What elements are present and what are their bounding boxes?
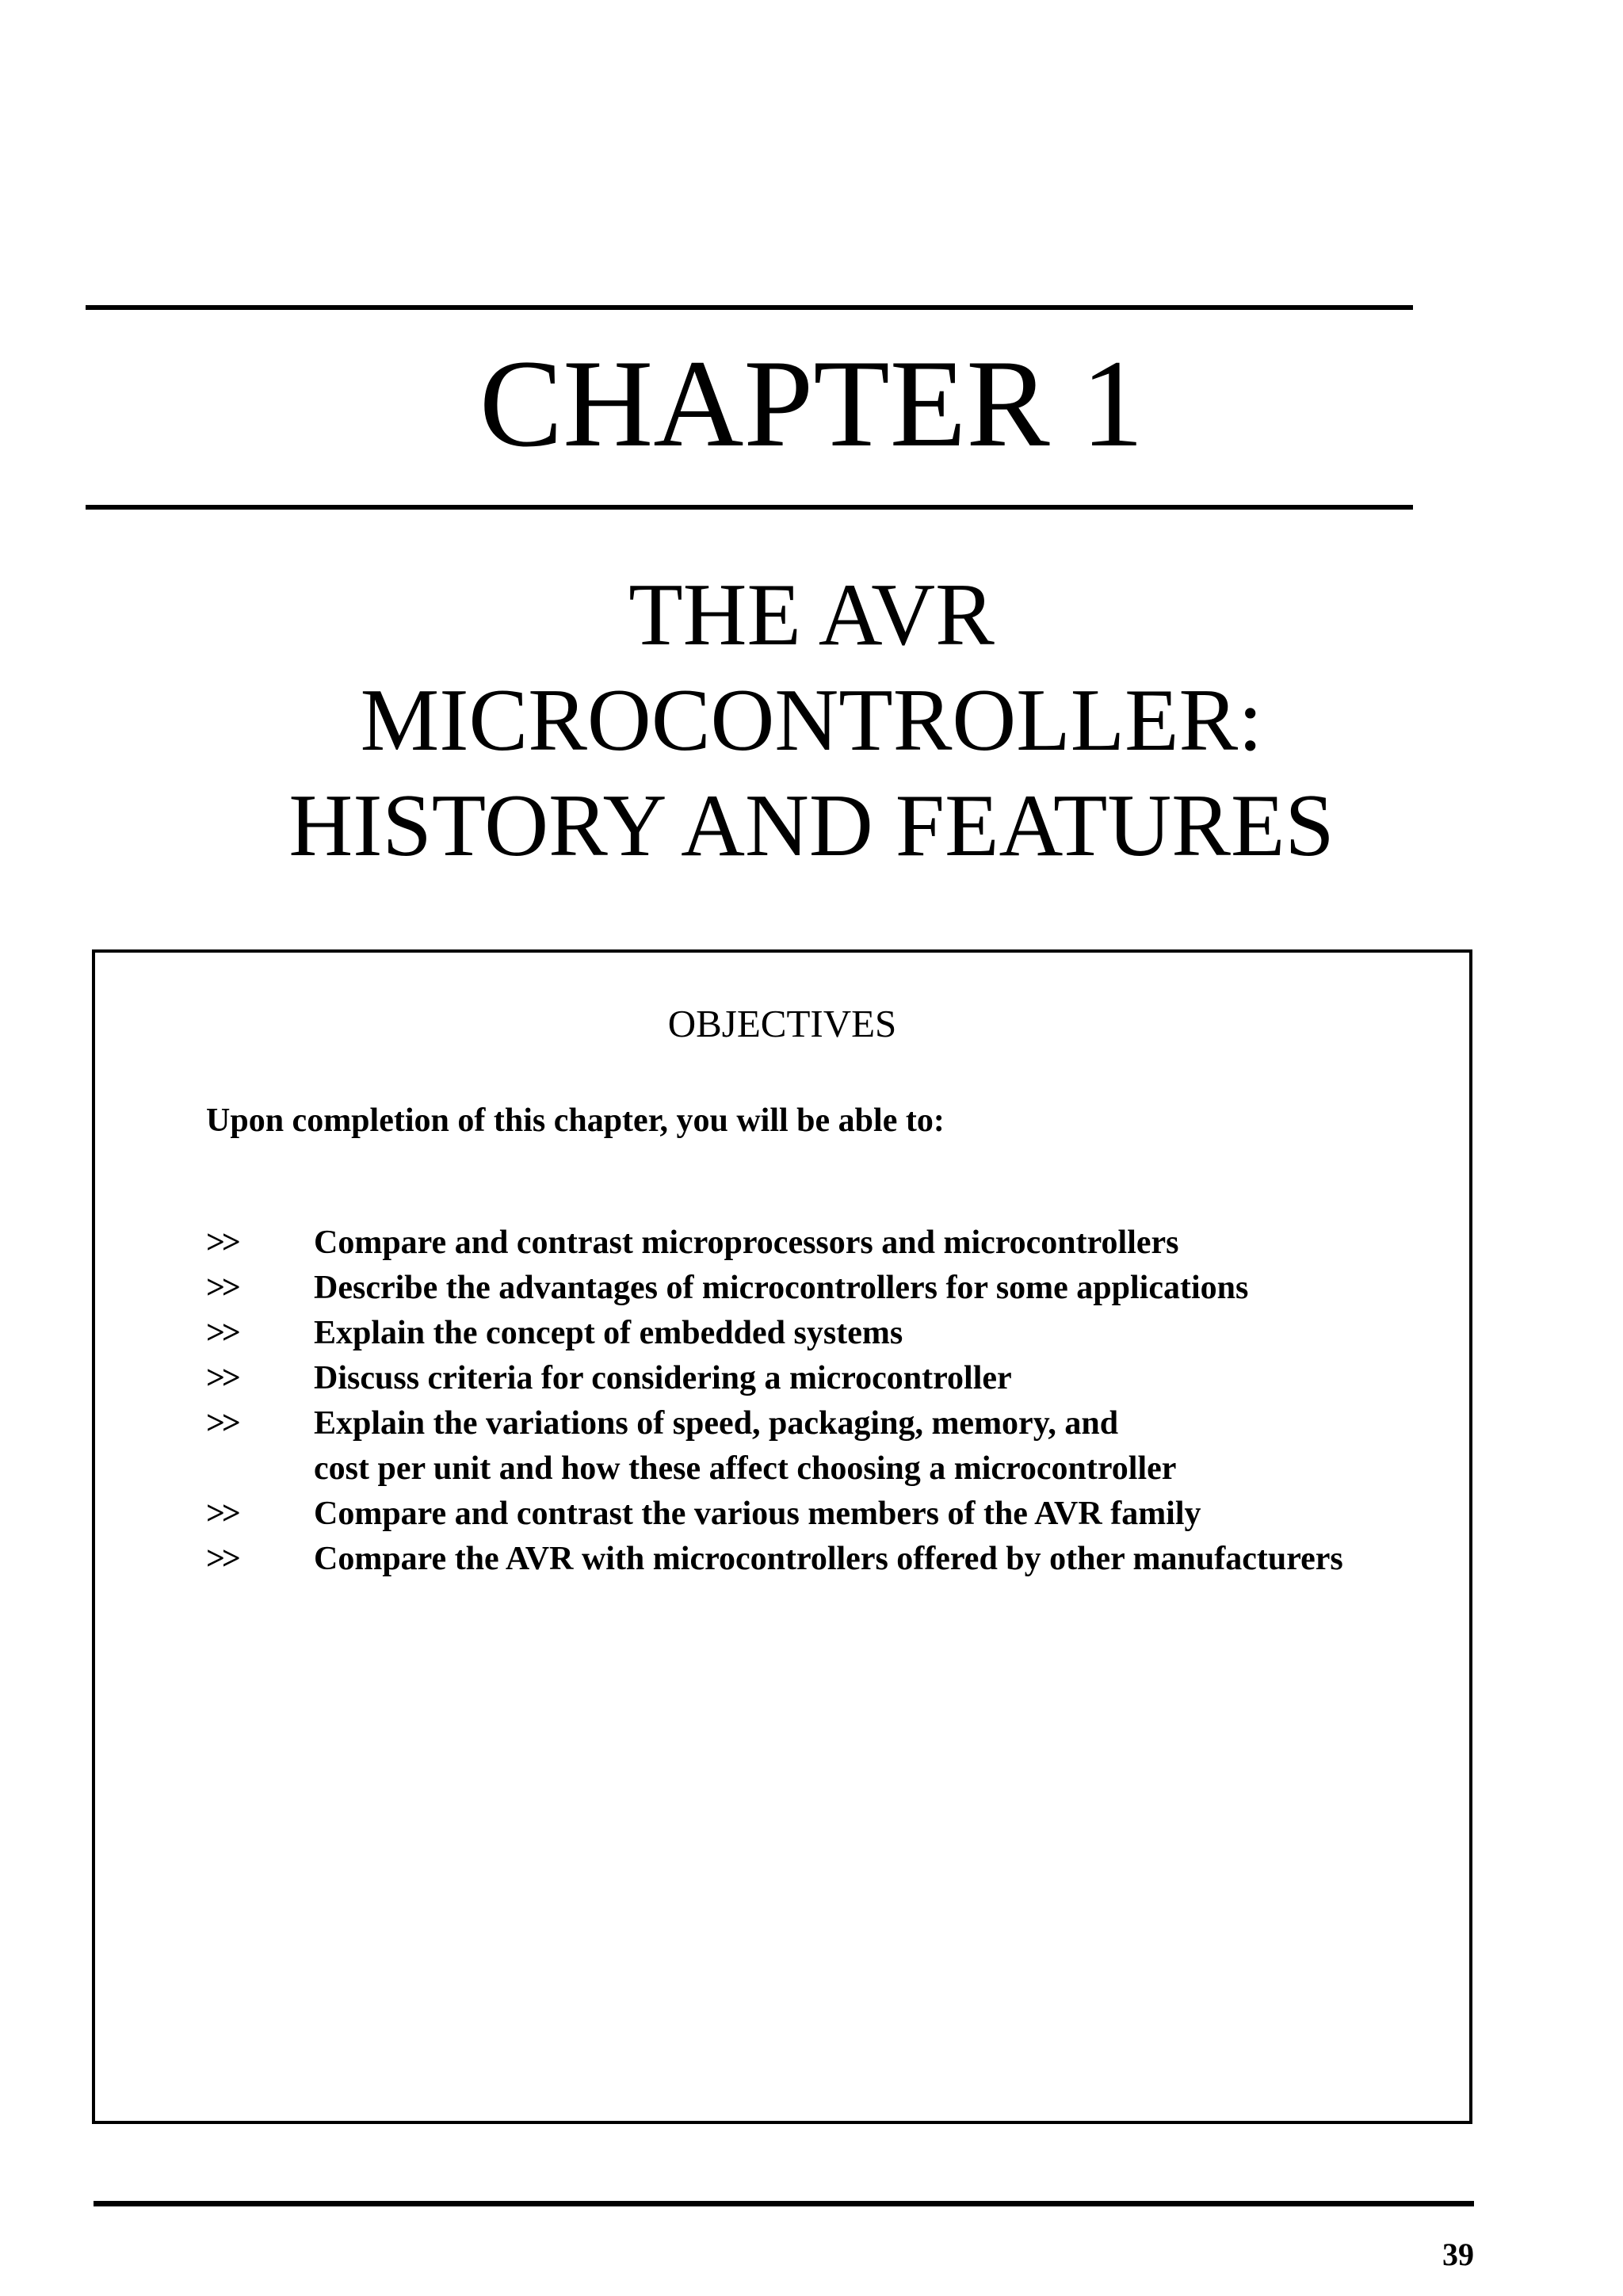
objective-text: Compare the AVR with microcontrollers offered by other manufacturers xyxy=(314,1541,1343,1577)
page-number: 39 xyxy=(1442,2237,1474,2272)
objective-text-line: cost per unit and how these affect choosing a microcontroller xyxy=(314,1450,1177,1487)
bullet-marker: >> xyxy=(206,1270,238,1306)
objective-text: Explain the concept of embedded systems xyxy=(314,1315,903,1351)
bullet-marker: >> xyxy=(206,1224,238,1261)
objective-text xyxy=(314,1401,1176,1492)
objective-text: Compare and contrast microprocessors and microcontrollers xyxy=(314,1224,1179,1261)
bullet-marker: >> xyxy=(206,1496,238,1532)
objective-item xyxy=(206,1266,1343,1311)
objectives-intro: Upon completion of this chapter, you will be able to: xyxy=(206,1102,945,1139)
objective-text: Compare and contrast the various members of the AVR family xyxy=(314,1496,1201,1532)
objective-item xyxy=(206,1492,1343,1537)
objective-item xyxy=(206,1311,1343,1356)
chapter-title xyxy=(0,563,1623,879)
objective-item xyxy=(206,1356,1343,1401)
chapter-title-line: HISTORY AND FEATURES xyxy=(288,777,1335,875)
chapter-title-line: MICROCONTROLLER: xyxy=(360,671,1263,770)
bullet-marker: >> xyxy=(206,1360,238,1396)
objective-item xyxy=(206,1537,1343,1582)
bullet-marker: >> xyxy=(206,1541,238,1577)
objective-item xyxy=(206,1401,1343,1492)
objectives-list xyxy=(206,1221,1343,1582)
objective-text: Discuss criteria for considering a microcontroller xyxy=(314,1360,1012,1396)
bottom-rule xyxy=(94,2201,1474,2206)
middle-rule xyxy=(86,505,1413,510)
objective-text-line: Explain the variations of speed, packaging, memory, and xyxy=(314,1405,1119,1442)
objective-item xyxy=(206,1221,1343,1266)
chapter-label: CHAPTER 1 xyxy=(479,334,1144,473)
objectives-box xyxy=(92,949,1472,2124)
objectives-heading: OBJECTIVES xyxy=(667,1002,897,1045)
top-rule xyxy=(86,305,1413,310)
objective-text: Describe the advantages of microcontrollers for some applications xyxy=(314,1270,1249,1306)
bullet-marker: >> xyxy=(206,1315,238,1351)
bullet-marker: >> xyxy=(206,1405,238,1442)
chapter-title-line: THE AVR xyxy=(628,566,995,664)
